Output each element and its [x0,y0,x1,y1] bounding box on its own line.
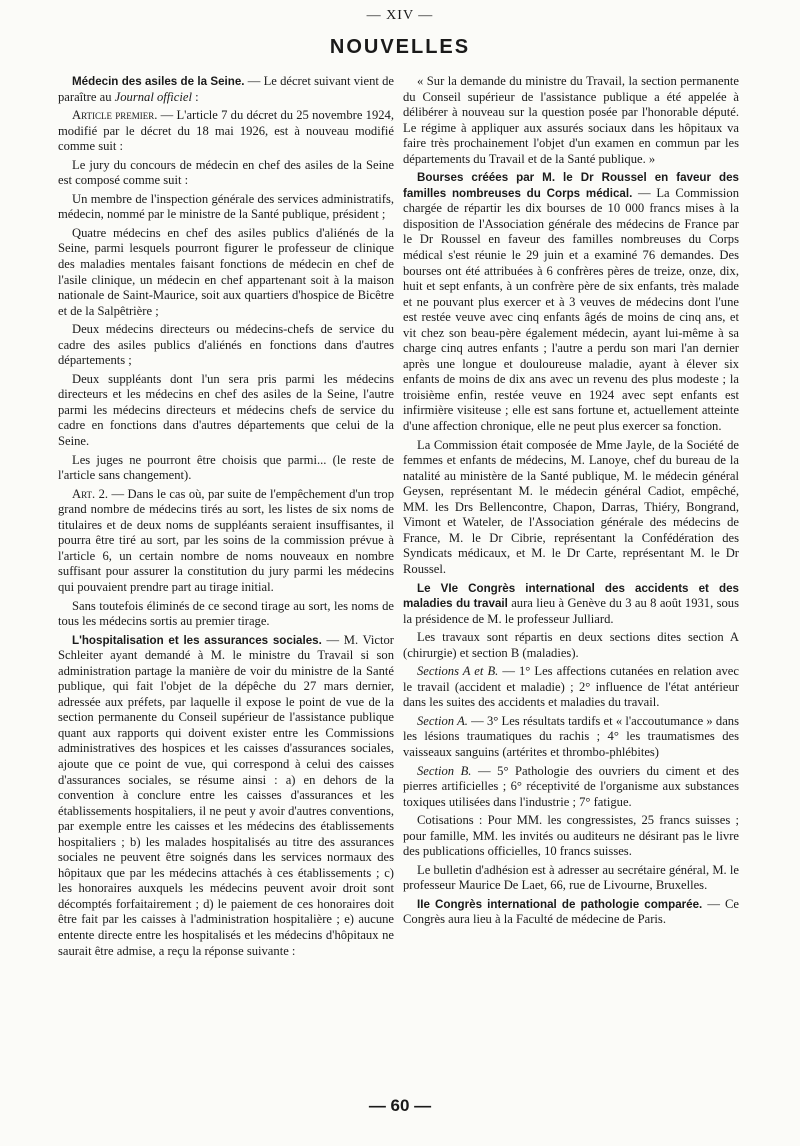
paragraph-text: aura lieu à Genève du 3 au 8 août 1931, sous la présidence de M. le professeur Julliard. [403,596,739,626]
paragraph: Les juges ne pourront être choisis que parmi... (le reste de l'article sans changement). [58,452,394,483]
article-label: Art. 2. [72,486,109,501]
paragraph-text: — Ce Congrès aura lieu à la Faculté de médecine de Paris. [403,896,739,927]
section-title: NOUVELLES [329,36,471,58]
article-congres-accidents [403,581,739,628]
paragraph-text: — Le décret suivant vient de paraître au [58,74,394,104]
paragraph [403,714,739,761]
paragraph: Deux suppléants dont l'un sera pris parmi les médecins directeurs et les médecins en chef des asiles de la Seine, l'autre parmi les médecins directeurs et médecins chefs de service du cadre en fonctions dans d'autres départements que celui de la Seine. [58,371,394,449]
rubric-congres-accidents: Le VIe Congrès international des accidents et des maladies du travail [403,581,739,611]
paragraph: Quatre médecins en chef des asiles publics d'aliénés de la Seine, parmi lesquels pourront figurer le professeur de clinique des maladies mentales faisant fonctions de médecin en chef de l'asile clinique, un médecin en chef appartenant soit à la maison nationale de Saint-Maurice, soit aux quartiers d'hospice de Bicêtre et de la Salpêtrière ; [58,225,394,318]
article-bourses [403,170,739,434]
paragraph: Cotisations : Pour MM. les congressistes, 25 francs suisses ; pour famille, MM. les invités ou auditeurs ne désirant pas le livre des publications officielles, 10 francs suisses. [403,813,739,859]
article-hospitalisation [58,633,394,959]
rubric-asiles-seine: Médecin des asiles de la Seine. [72,75,245,88]
section-label: Section B. [417,763,472,778]
article-congres-pathologie [403,897,739,928]
paragraph: « Sur la demande du ministre du Travail, la section permanente du Conseil supérieur de l'assistance publique a été appelée à délibérer à nouveau sur la question posée par l'honorable député. Le régime à appliquer aux assurés sociaux dans les hôpitaux va faire très prochainement l'objet d'un examen en commun par les départements du Travail et de la Santé publique. » [403,74,739,166]
paragraph: La Commission était composée de Mme Jayle, de la Société de femmes et enfants de médecins, M. Lanoye, chef du bureau de la natalité au ministère de la Santé publique, M. le médecin général Geysen, représentant M. le médecin général Cadiot, empêché, MM. les Drs Bellencontre, Chapon, Darras, Thiéry, Bongrand, Vimont et Wateler, de l'Association générale des médecins de France, M. le Dr Cibrie, représentant la Confédération des Syndicats médicaux, et M. le Dr Carte, représentant M. le Dr Roussel. [403,437,739,576]
paragraph-text: — M. Victor Schleiter ayant demandé à M. le ministre du Travail si son administration partage la manière de voir du ministre de la Santé publique, qui fait l'objet de la dépêche du 27 mars dernier, adressée aux préfets, par laquelle il expose le point de vue de la section permanente du Conseil supérieur de l'assistance publique quant aux rapports qui doivent exister entre les Commissions administratives des hospices et les caisses d'assurances sociales, ajoute que ce point de vue, qui correspond à celui des caisses d'assurances sociales, se résume ainsi : a) en dehors de la convention à conclure entre les caisses d'assurances et les établissements hospitaliers, il ne peut y avoir d'autres conventions, par exemple entre les caisses et les médecins des établissements hospitaliers ; b) les malades hospitalisés au titre des assurances sociales ne peuvent être soignés dans les services normaux des hôpitaux que par les médecins attachés à ces établissements ; c) les honoraires auxquels les médecins peuvent avoir droit sont décomptés forfaitairement ; d) le paiement de ces honoraires doit être fait par les caisses à l'administration hospitalière ; e) aucune entente directe entre les hospitalisés et les médecins d'hôpitaux ne saurait être admise, a reçu la réponse suivante : [58,632,394,958]
paragraph-text: — L'article 7 du décret du 25 novembre 1924, modifié par le décret du 18 mai 1926, est à nouveau modifié comme suit : [58,108,394,154]
section-label: Section A. [417,713,468,728]
paragraph: Un membre de l'inspection générale des services administratifs, médecin, nommé par le ministre de la Santé publique, président ; [58,191,394,222]
roman-page-number: — XIV — [366,8,434,23]
paragraph-text: — La Commission chargée de répartir les dix bourses de 10 000 francs mises à la disposition de l'Association générale des médecins de France par le Dr Roussel en faveur des familles nombreuses du Corps médical s'est réunie le 29 juin et a examiné 76 demandes. Des bourses ont été attribuées à 6 confrères pères de treize, onze, dix, huit et sept enfants, à un confrère père de six enfants, très malade et ne pouvant plus exercer et à 3 veuves de médecins dont l'une est restée veuve avec cinq enfants âgés de moins de cinq ans, et vit chez son beau-père également médecin, ayant lui-même à sa charge cinq autres enfants ; l'autre a perdu son mari l'an dernier après une longue et douloureuse maladie, ayant à élever six enfants de moins de dix ans avec un revenu des plus modeste ; la troisième enfin, restée veuve en 1924 avec sept enfants est infirmière visiteuse ; elle est sans fortune et, actuellement atteinte d'une affection chronique, elle ne peut plus exercer sa fonction. [403,185,739,434]
paragraph-text: : [191,89,199,104]
section-label: Sections A et B. [417,664,499,679]
article-label: Article premier. [72,108,158,123]
journal-title: Journal officiel [114,89,192,104]
rubric-congres-pathologie: IIe Congrès international de pathologie comparée. [417,897,703,911]
page-number: — 60 — [368,1096,432,1115]
rubric-bourses: Bourses créées par M. le Dr Roussel en faveur des familles nombreuses du Corps médical. [403,171,739,200]
article-2 [58,487,394,596]
paragraph-text: — Dans le cas où, par suite de l'empêchement d'un trop grand nombre de médecins tirés au sort, les listes de six noms de titulaires et de deux noms de suppléants seraient insuffisantes, il pourra être tiré au sort, par les soins de la commission prévue à l'article 6, un certain nombre de noms nouveaux en nombre suffisant pour assurer la constitution du jury parmi les médecins qui pouvaient prendre part au tirage initial. [58,486,394,594]
paragraph-text: — 3° Les résultats tardifs et « l'accoutumance » dans les lésions traumatiques du rachis ; 4° les traumatismes des vaisseaux sanguins (artérites et thrombo-phlébites) [403,713,739,759]
right-column [403,74,739,931]
paragraph: Deux médecins directeurs ou médecins-chefs de service du cadre des asiles publics d'aliénés en fonctions dans d'autres départements ; [58,322,394,368]
article-premier [58,108,394,155]
article-asiles-seine [58,74,394,105]
paragraph-text: — 5° Pathologie des ouvriers du ciment et des pierres artificielles ; 6° réceptivité de l'organisme aux substances toxiques utilisées dans l'industrie ; 7° fatigue. [403,763,739,809]
paragraph: Les travaux sont répartis en deux sections dites section A (chirurgie) et section B (maladies). [403,630,739,660]
paragraph [403,664,739,711]
paragraph: Le jury du concours de médecin en chef des asiles de la Seine est composé comme suit : [58,157,394,188]
paragraph: Le bulletin d'adhésion est à adresser au secrétaire général, M. le professeur Maurice De Laet, 66, rue de Livourne, Bruxelles. [403,862,739,893]
paragraph-text: — 1° Les affections cutanées en relation avec le travail (accident et maladie) ; 2° influence de l'état antérieur dans les suites des accidents et maladies du travail. [403,664,739,710]
left-column [58,74,394,962]
paragraph [403,764,739,811]
paragraph: Sans toutefois éliminés de ce second tirage au sort, les noms de tous les médecins sortis au premier tirage. [58,598,394,629]
rubric-hospitalisation: L'hospitalisation et les assurances sociales. [72,633,322,647]
